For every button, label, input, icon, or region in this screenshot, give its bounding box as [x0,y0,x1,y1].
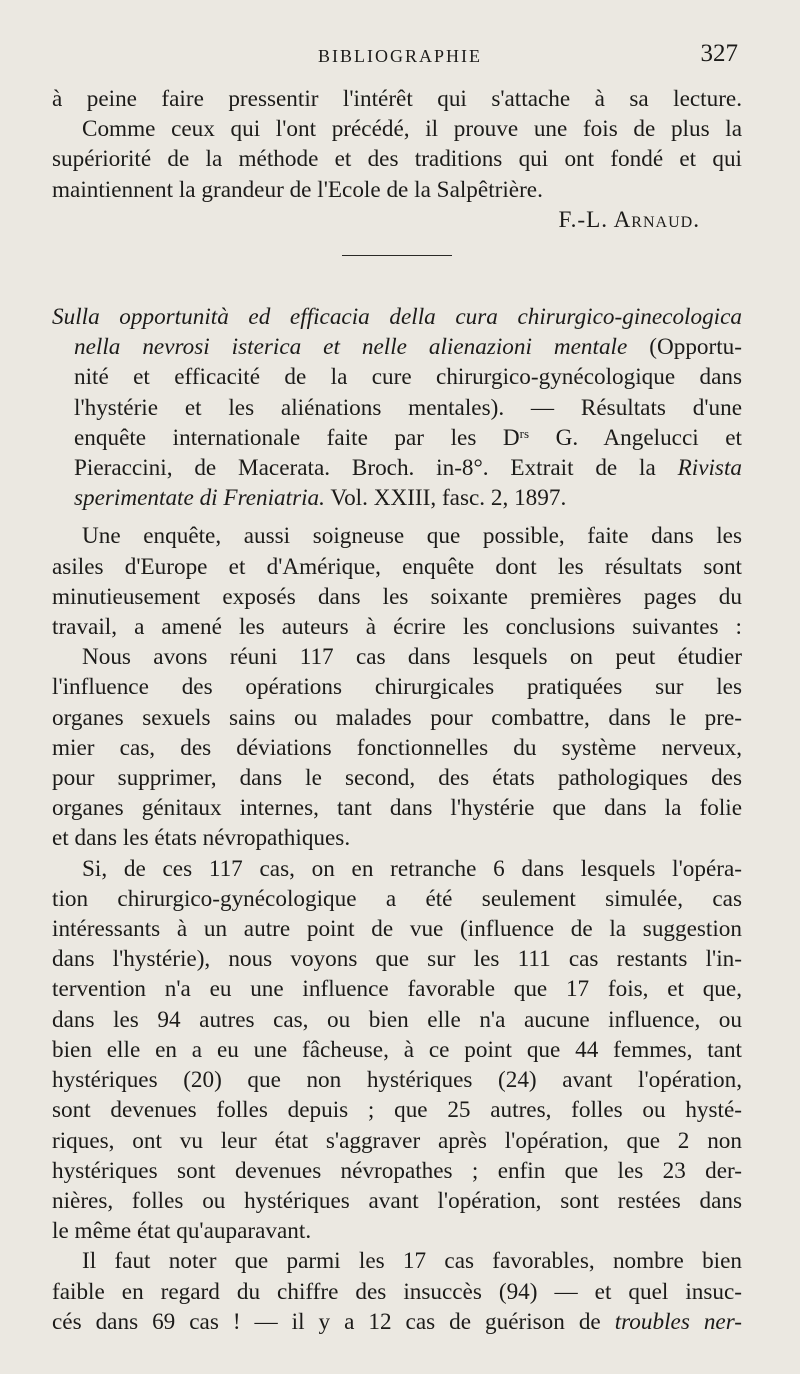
text-line: organes sexuels sains ou malades pour combattre, dans le pre- [52,704,742,731]
section-divider [342,255,452,256]
text-line: intéressants à un autre point de vue (influence de la suggestion [52,916,742,943]
text-line: minutieusement exposés dans les soixante premières pages du [52,583,742,610]
page-body [52,84,742,1337]
text-line: pour supprimer, dans le second, des états pathologiques des [52,765,742,792]
page-header [0,38,800,78]
text-line: hystériques sont devenues névropathes ; enfin que les 23 der- [52,1157,742,1184]
text-line: à peine faire pressentir l'intérêt qui s'attache à sa lecture. [52,86,742,112]
review-citation-line: Pieraccini, de Macerata. Broch. in-8°. Extrait de la Rivista [74,455,742,482]
text-line: dans l'hystérie), nous voyons que sur les 111 cas restants l'in- [52,946,742,973]
text-line: Comme ceux qui l'ont précédé, il prouve une fois de plus la [82,116,742,143]
text-line: organes génitaux internes, tant dans l'hystérie que dans la folie [52,795,742,822]
review-title-line: Sulla opportunità ed efficacia della cura chirurgico-ginecologica [52,304,742,331]
text-line: tervention n'a eu une influence favorable que 17 fois, et que, [52,976,742,1003]
review-citation-line: sperimentate di Freniatria. Vol. XXIII, fasc. 2, 1897. [74,485,567,512]
text-line: Il faut noter que parmi les 17 cas favorables, nombre bien [82,1248,742,1275]
text-line: asiles d'Europe et d'Amérique, enquête dont les résultats sont [52,553,742,580]
text-line: sont devenues folles depuis ; que 25 autres, folles ou hysté- [52,1097,742,1124]
review-citation-line: enquête internationale faite par les $D^{rs}$ G. Angelucci et [74,424,742,451]
text-line: cés dans 69 cas ! — il y a 12 cas de guérison de troubles ner- [52,1308,742,1335]
text-line: hystériques (20) que non hystériques (24) avant l'opération, [52,1067,742,1094]
text-line: dans les 94 autres cas, ou bien elle n'a aucune influence, ou [52,1006,742,1033]
text-line: nières, folles ou hystériques avant l'opération, sont restées dans [52,1187,742,1214]
text-line: Nous avons réuni 117 cas dans lesquels on peut étudier [82,644,742,671]
text-line: supériorité de la méthode et des traditions qui ont fondé et qui [52,146,742,173]
review-citation-line: nité et efficacité de la cure chirurgico-gynécologique dans [74,364,742,391]
text-line: faible en regard du chiffre des insuccès (94) — et quel insuc- [52,1278,742,1305]
text-line: le même état qu'auparavant. [52,1218,312,1245]
text-line: Une enquête, aussi soigneuse que possible, faite dans les [82,523,742,550]
review-title-line: nella nevrosi isterica et nelle alienazioni mentale (Opportu- [74,334,742,361]
review-citation-line: l'hystérie et les aliénations mentales). — Résultats d'une [74,394,742,421]
review-signature: F.-L. Arnaud. [558,206,700,233]
text-line: mier cas, des déviations fonctionnelles du système nerveux, [52,734,742,761]
text-line: riques, ont vu leur état s'aggraver après l'opération, que 2 non [52,1127,742,1154]
text-line: maintiennent la grandeur de l'Ecole de la Salpêtrière. [52,176,543,203]
running-title: BIBLIOGRAPHIE [318,46,482,66]
page-number: 327 [700,40,738,67]
text-line: bien elle en a eu une fâcheuse, à ce point que 44 femmes, tant [52,1036,742,1063]
text-line: Si, de ces 117 cas, on en retranche 6 dans lesquels l'opéra- [82,855,742,882]
text-line: l'influence des opérations chirurgicales pratiquées sur les [52,674,742,701]
text-line: tion chirurgico-gynécologique a été seulement simulée, cas [52,885,742,912]
text-line: travail, a amené les auteurs à écrire les conclusions suivantes : [52,614,742,641]
text-line: et dans les états névropathiques. [52,825,351,852]
